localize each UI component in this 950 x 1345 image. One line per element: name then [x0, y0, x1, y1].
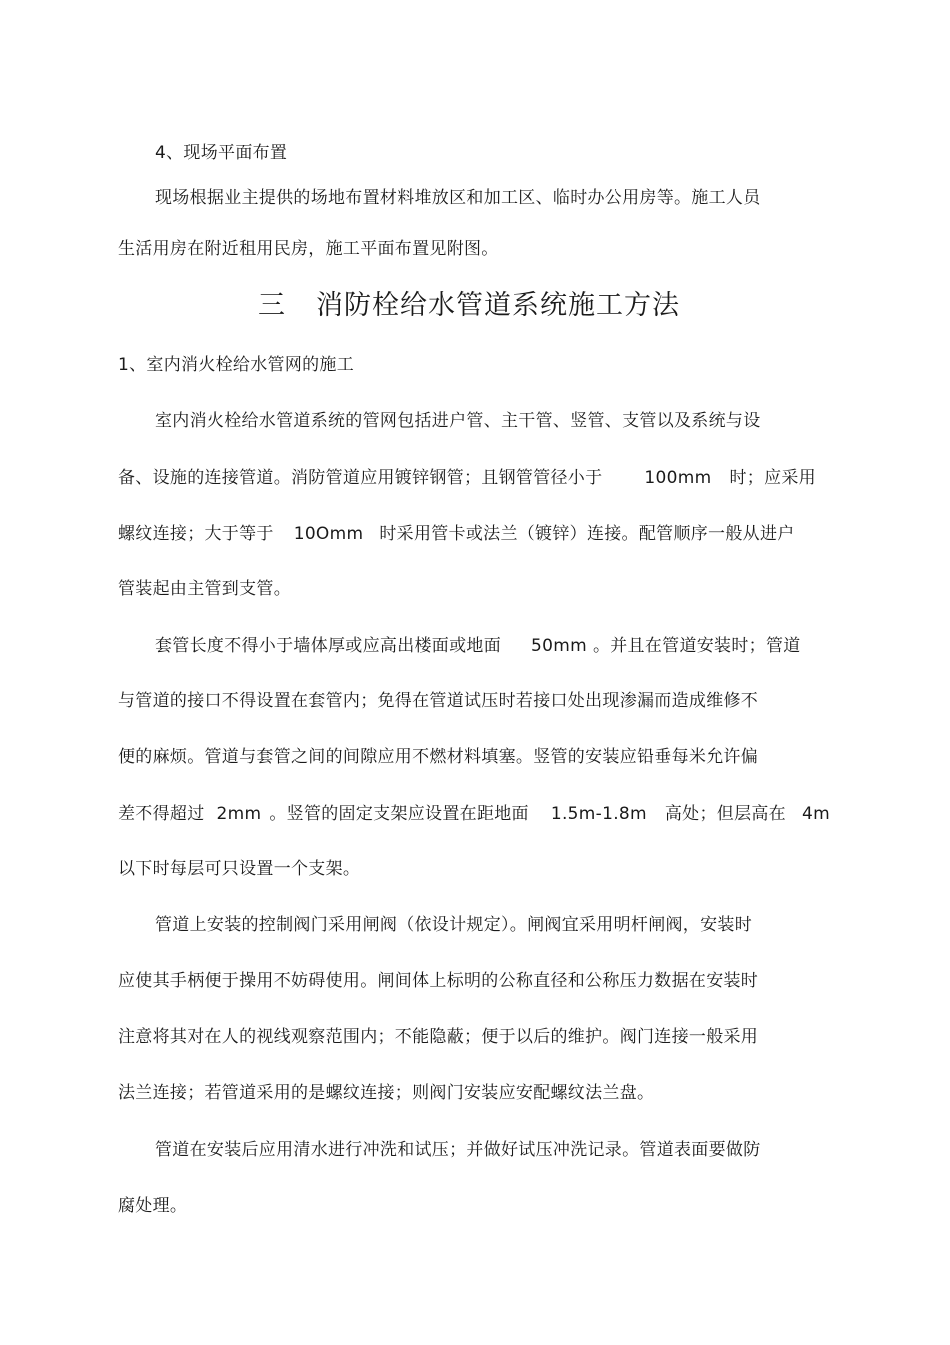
p1-line-3: [118, 523, 795, 545]
p2-line-1-value: 50mm: [531, 636, 587, 656]
p2-line-4-text-e: 高处；但层高在: [664, 804, 786, 824]
p1-line-2: [118, 467, 816, 489]
p4-line-2: 腐处理。: [118, 1196, 188, 1216]
p2-line-4: [118, 803, 830, 825]
p1-line-2-text-c: 时；应采用: [729, 468, 816, 488]
p3-line-3: 注意将其对在人的视线观察范围内；不能隐蔽；便于以后的维护。阀门连接一般采用: [118, 1027, 759, 1047]
p1-line-2-text-a: 备、设施的连接管道。消防管道应用镀锌钢管；且钢管管径小于: [118, 468, 603, 488]
p2-line-4-text-c: 。竖管的固定支架应设置在距地面: [269, 804, 529, 824]
p1-line-3-text-c: 时采用管卡或法兰（镀锌）连接。配管顺序一般从进户: [379, 524, 795, 544]
subsection-4-paragraph-line-1: 现场根据业主提供的场地布置材料堆放区和加工区、临时办公用房等。施工人员: [155, 188, 761, 208]
p1-line-3-text-a: 螺纹连接；大于等于: [118, 524, 274, 544]
p1-line-1: 室内消火栓给水管道系统的管网包括进户管、主干管、竖管、支管以及系统与设: [155, 411, 761, 431]
p1-line-3-value: 10Omm: [293, 524, 364, 544]
p2-line-1: [155, 635, 801, 657]
subsection-1-title: 1、室内消火栓给水管网的施工: [118, 355, 355, 375]
p3-line-2: 应使其手柄便于操用不妨碍使用。闸间体上标明的公称直径和公称压力数据在安装时: [118, 971, 759, 991]
p2-line-4-text-a: 差不得超过: [118, 804, 205, 824]
section-3-title: 消防栓给水管道系统施工方法: [316, 290, 680, 321]
p2-line-4-value-c: 4m: [801, 804, 830, 824]
section-3-number: 三: [258, 290, 286, 321]
p1-line-2-value: 100mm: [644, 468, 712, 488]
p2-line-2: 与管道的接口不得设置在套管内；免得在管道试压时若接口处出现渗漏而造成维修不: [118, 691, 759, 711]
section-3-heading: [258, 288, 680, 324]
p2-line-4-value-a: 2mm: [216, 804, 262, 824]
p3-line-1: 管道上安装的控制阀门采用闸阀（依设计规定）。闸阀宜采用明杆闸阀，安装时: [155, 915, 752, 935]
p2-line-5: 以下时每层可只设置一个支架。: [118, 859, 361, 879]
p2-line-1-text-c: 。并且在管道安装时；管道: [592, 636, 801, 656]
p2-line-4-value-b: 1.5m-1.8m: [550, 804, 647, 824]
p4-line-1: 管道在安装后应用清水进行冲洗和试压；并做好试压冲洗记录。管道表面要做防: [155, 1140, 761, 1160]
p3-line-4: 法兰连接；若管道采用的是螺纹连接；则阀门安装应安配螺纹法兰盘。: [118, 1083, 655, 1103]
p2-line-3: 便的麻烦。管道与套管之间的间隙应用不燃材料填塞。竖管的安装应铅垂每米允许偏: [118, 747, 759, 767]
p2-line-1-text-a: 套管长度不得小于墙体厚或应高出楼面或地面: [155, 636, 501, 656]
p1-line-4: 管装起由主管到支管。: [118, 579, 291, 599]
subsection-4-paragraph-line-2: 生活用房在附近租用民房，施工平面布置见附图。: [118, 239, 499, 259]
subsection-4-title: 4、现场平面布置: [155, 143, 288, 163]
